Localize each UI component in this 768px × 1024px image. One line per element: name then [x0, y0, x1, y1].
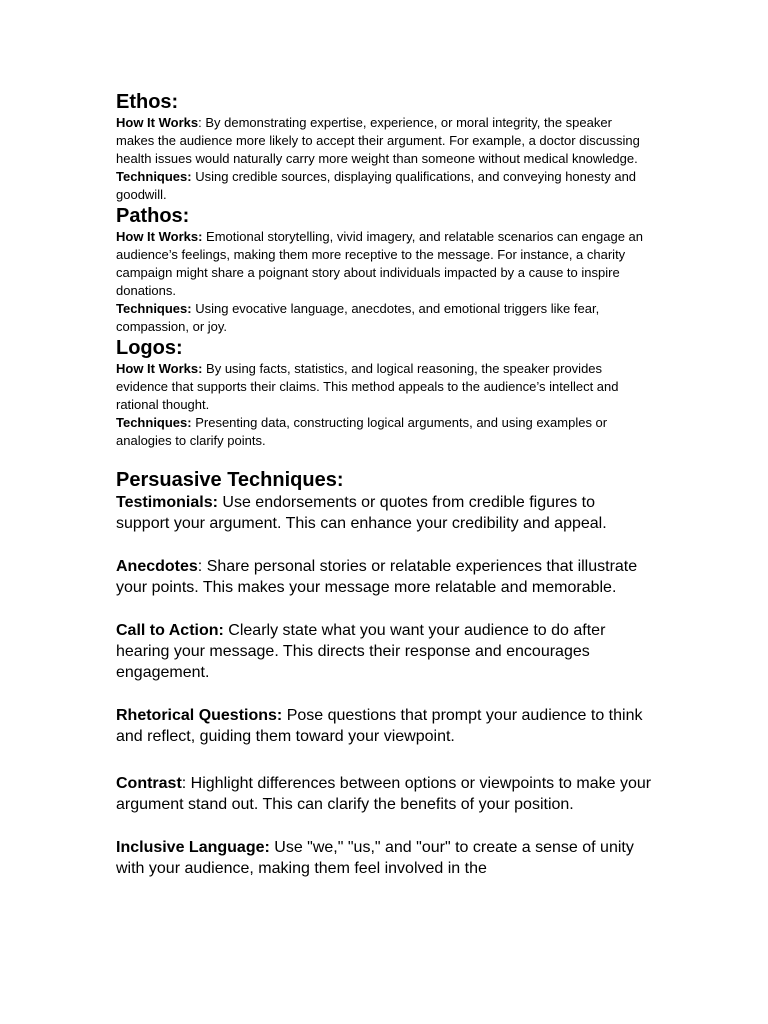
rhetorical-questions-label: Rhetorical Questions: — [116, 707, 283, 724]
document-page — [116, 90, 652, 879]
ethos-how-label: How It Works — [116, 115, 199, 130]
ethos-tech-label: Techniques: — [116, 169, 192, 184]
contrast-label: Contrast — [116, 775, 182, 792]
persuasive-techniques-heading: Persuasive Techniques: — [116, 469, 344, 491]
ethos-how-sep: : — [198, 115, 202, 130]
logos-how-label: How It Works: — [116, 361, 203, 376]
pathos-how-it-works — [116, 228, 652, 300]
logos-how-it-works — [116, 360, 652, 414]
logos-heading: Logos: — [116, 337, 183, 359]
inclusive-language-text: Use "we," "us," and "our" to create a sense of unity with your audience, making them feel involved in the — [116, 839, 634, 877]
paragraph-spacer — [116, 747, 652, 773]
inclusive-language-label: Inclusive Language: — [116, 839, 270, 856]
pathos-heading: Pathos: — [116, 205, 190, 227]
logos-tech-text: Presenting data, constructing logical arguments, and using examples or analogies to clarify points. — [116, 415, 608, 448]
paragraph-spacer — [116, 534, 652, 556]
testimonials-paragraph — [116, 492, 652, 534]
pathos-techniques — [116, 300, 652, 336]
pathos-tech-label: Techniques: — [116, 301, 192, 316]
testimonials-label: Testimonials: — [116, 494, 218, 511]
contrast-paragraph — [116, 773, 652, 815]
ethos-how-it-works — [116, 114, 652, 168]
rhetorical-questions-paragraph — [116, 705, 652, 747]
anecdotes-paragraph — [116, 556, 652, 598]
pathos-how-text: Emotional storytelling, vivid imagery, and relatable scenarios can engage an audience’s feelings, making them more receptive to the message. For instance, a charity campaign might share a poignant story about individuals impacted by a cause to inspire donations. — [116, 229, 643, 298]
rhetorical-questions-text: Pose questions that prompt your audience to think and reflect, guiding them toward your viewpoint. — [116, 707, 643, 745]
call-to-action-paragraph — [116, 620, 652, 683]
call-to-action-text: Clearly state what you want your audience to do after hearing your message. This directs their response and encourages engagement. — [116, 622, 606, 681]
call-to-action-label: Call to Action: — [116, 622, 224, 639]
pathos-tech-text: Using evocative language, anecdotes, and emotional triggers like fear, compassion, or joy. — [116, 301, 600, 334]
logos-techniques — [116, 414, 652, 450]
logos-how-text: By using facts, statistics, and logical reasoning, the speaker provides evidence that supports their claims. This method appeals to the audience’s intellect and rational thought. — [116, 361, 619, 412]
ethos-how-text: By demonstrating expertise, experience, or moral integrity, the speaker makes the audience more likely to accept their argument. For example, a doctor discussing health issues would naturally carry more weight than someone without medical knowledge. — [116, 115, 640, 166]
ethos-heading: Ethos: — [116, 91, 179, 113]
inclusive-language-paragraph — [116, 837, 652, 879]
testimonials-text: Use endorsements or quotes from credible figures to support your argument. This can enhance your credibility and appeal. — [116, 494, 607, 532]
contrast-text: : Highlight differences between options or viewpoints to make your argument stand out. This can clarify the benefits of your position. — [116, 775, 652, 813]
anecdotes-label: Anecdotes — [116, 558, 198, 575]
paragraph-spacer — [116, 683, 652, 705]
anecdotes-text: : Share personal stories or relatable experiences that illustrate your points. This makes your message more relatable and memorable. — [116, 558, 638, 596]
paragraph-spacer — [116, 598, 652, 620]
ethos-techniques — [116, 168, 652, 204]
pathos-how-label: How It Works: — [116, 229, 203, 244]
paragraph-spacer — [116, 815, 652, 837]
ethos-tech-text: Using credible sources, displaying qualifications, and conveying honesty and goodwill. — [116, 169, 637, 202]
logos-tech-label: Techniques: — [116, 415, 192, 430]
